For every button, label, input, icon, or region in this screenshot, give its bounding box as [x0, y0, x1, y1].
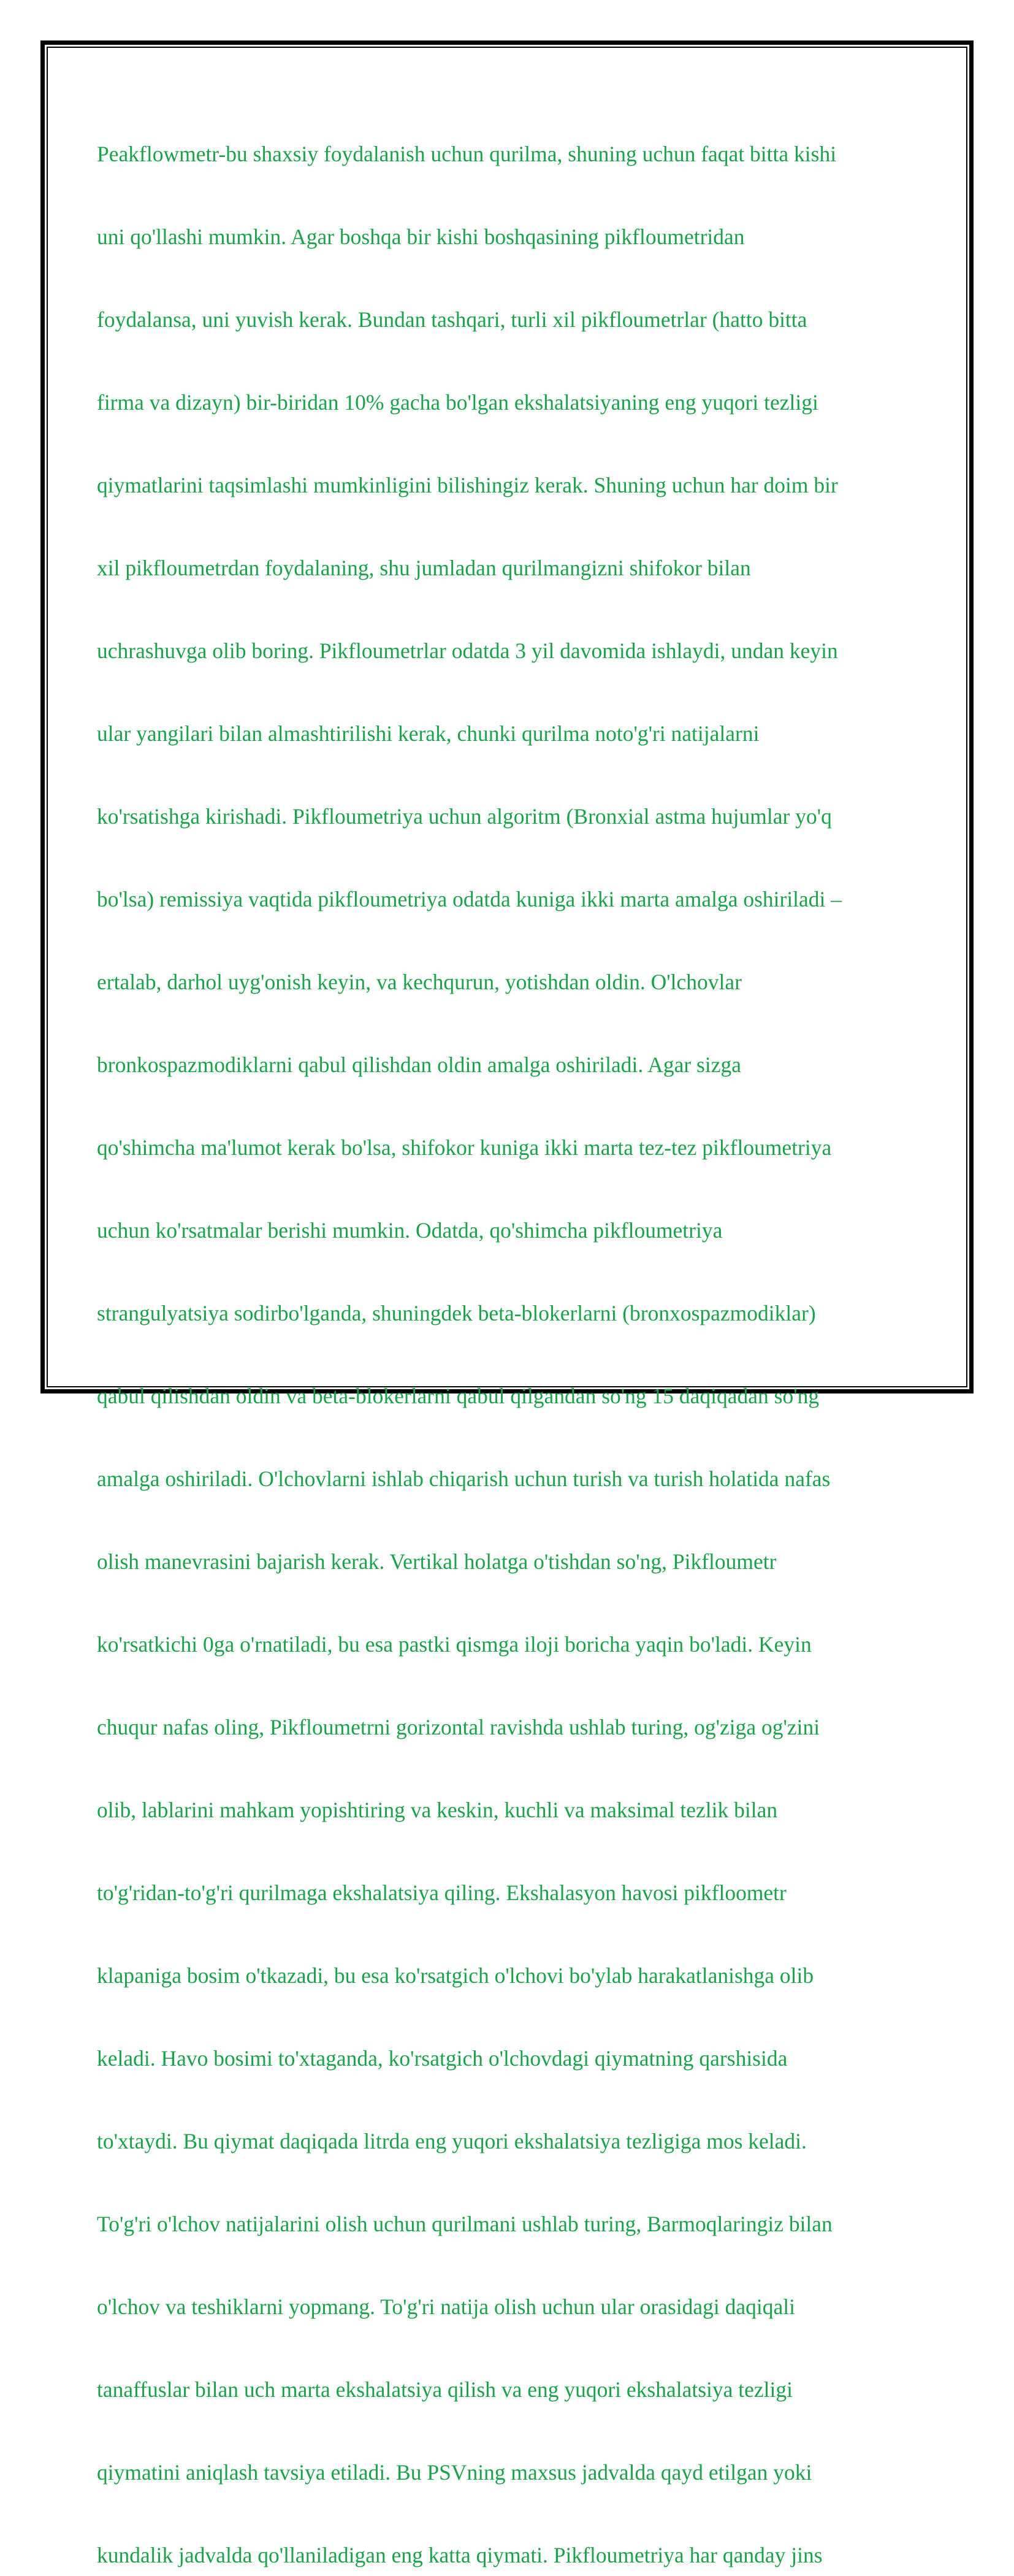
text-line: keladi. Havo bosimi to'xtaganda, ko'rsatgich o'lchovdagi qiymatning qarshisida	[97, 2045, 788, 2071]
text-line: klapaniga bosim o'tkazadi, bu esa ko'rsatgich o'lchovi bo'ylab harakatlanishga olib	[97, 1963, 814, 1988]
text-line: uchrashuvga olib boring. Pikfloumetrlar odatda 3 yil davomida ishlaydi, undan keyin	[97, 638, 838, 663]
text-line: to'g'ridan-to'g'ri qurilmaga ekshalatsiya qiling. Ekshalasyon havosi pikfloometr	[97, 1880, 787, 1905]
text-line: to'xtaydi. Bu qiymat daqiqada litrda eng yuqori ekshalatsiya tezligiga mos keladi.	[97, 2128, 807, 2153]
text-line: uni qo'llashi mumkin. Agar boshqa bir kishi boshqasining pikfloumetridan	[97, 224, 745, 249]
text-line: uchun ko'rsatmalar berishi mumkin. Odatda, qo'shimcha pikfloumetriya	[97, 1217, 723, 1243]
text-line: bronkospazmodiklarni qabul qilishdan oldin amalga oshiriladi. Agar sizga	[97, 1052, 741, 1077]
text-line: ko'rsatkichi 0ga o'rnatiladi, bu esa pastki qismga iloji boricha yaqin bo'ladi. Keyin	[97, 1631, 812, 1657]
text-line: olish manevrasini bajarish kerak. Vertikal holatga o'tishdan so'ng, Pikfloumetr	[97, 1549, 777, 1574]
text-line: To'g'ri o'lchov natijalarini olish uchun qurilmani ushlab turing, Barmoqlaringiz bilan	[97, 2211, 833, 2236]
text-line: olib, lablarini mahkam yopishtiring va keskin, kuchli va maksimal tezlik bilan	[97, 1797, 778, 1822]
text-line: ular yangilari bilan almashtirilishi kerak, chunki qurilma noto'g'ri natijalarni	[97, 721, 760, 746]
text-line: o'lchov va teshiklarni yopmang. To'g'ri natija olish uchun ular orasidagi daqiqali	[97, 2294, 795, 2319]
text-line: qabul qilishdan oldin va beta-blokerlarni qabul qilgandan so'ng 15 daqiqadan so'ng	[97, 1383, 820, 1408]
text-line: qiymatini aniqlash tavsiya etiladi. Bu PSVning maxsus jadvalda qayd etilgan yoki	[97, 2459, 812, 2485]
text-line: foydalansa, uni yuvish kerak. Bundan tashqari, turli xil pikfloumetrlar (hatto bitta	[97, 307, 807, 332]
text-line: kundalik jadvalda qo'llaniladigan eng katta qiymati. Pikfloumetriya har qanday jins	[97, 2542, 823, 2567]
text-line: amalga oshiriladi. O'lchovlarni ishlab chiqarish uchun turish va turish holatida nafas	[97, 1466, 831, 1491]
text-line: Peakflowmetr-bu shaxsiy foydalanish uchun qurilma, shuning uchun faqat bitta kishi	[97, 141, 837, 166]
text-line: strangulyatsiya sodirbo'lganda, shuningdek beta-blokerlarni (bronxospazmodiklar)	[97, 1300, 816, 1325]
text-line: qo'shimcha ma'lumot kerak bo'lsa, shifokor kuniga ikki marta tez-tez pikfloumetriya	[97, 1135, 832, 1160]
text-line: xil pikfloumetrdan foydalaning, shu jumladan qurilmangizni shifokor bilan	[97, 555, 751, 580]
text-line: ko'rsatishga kirishadi. Pikfloumetriya uchun algoritm (Bronxial astma hujumlar yo'q	[97, 803, 832, 829]
text-line: ertalab, darhol uyg'onish keyin, va kechqurun, yotishdan oldin. O'lchovlar	[97, 969, 742, 994]
text-line: chuqur nafas oling, Pikfloumetrni gorizontal ravishda ushlab turing, og'ziga og'zini	[97, 1714, 820, 1739]
text-line: bo'lsa) remissiya vaqtida pikfloumetriya odatda kuniga ikki marta amalga oshiriladi –	[97, 886, 842, 911]
text-line: tanaffuslar bilan uch marta ekshalatsiya qilish va eng yuqori ekshalatsiya tezligi	[97, 2377, 793, 2402]
text-line: qiymatlarini taqsimlashi mumkinligini bilishingiz kerak. Shuning uchun har doim bir	[97, 472, 838, 497]
body-paragraph	[97, 92, 926, 2576]
text-line: firma va dizayn) bir-biridan 10% gacha bo'lgan ekshalatsiyaning eng yuqori tezligi	[97, 389, 818, 415]
